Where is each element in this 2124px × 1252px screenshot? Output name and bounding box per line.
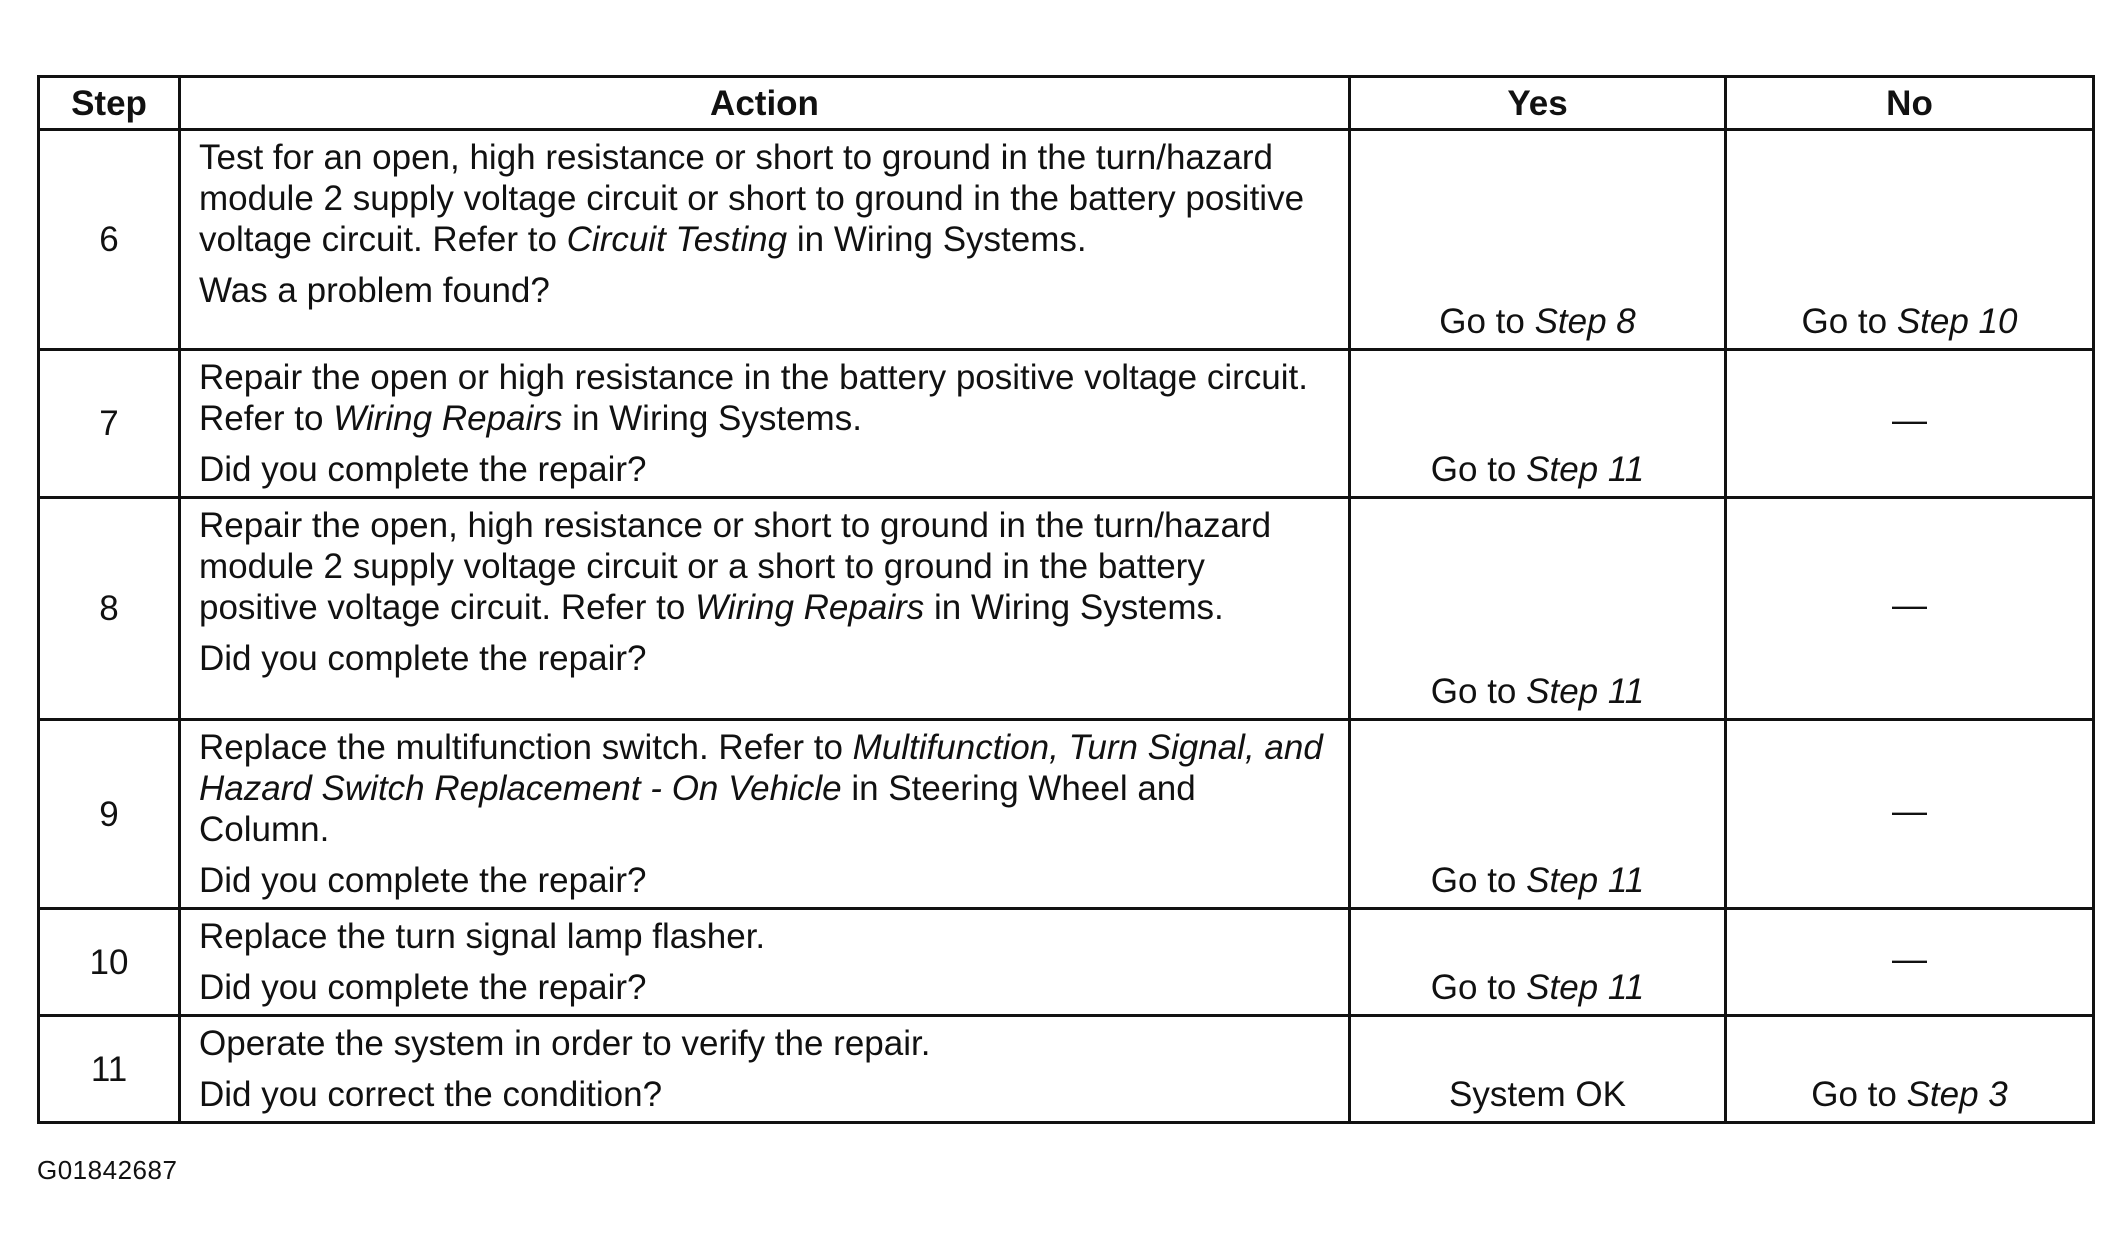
- yes-result-text: Go to: [1430, 861, 1527, 900]
- table-row: [39, 350, 2094, 498]
- action-text-segment: in Wiring Systems.: [924, 588, 1224, 627]
- step-reference: Step 11: [1526, 968, 1645, 1007]
- action-question: Did you complete the repair?: [199, 861, 647, 900]
- action-text-segment: in Steering Wheel and Column.: [199, 769, 1196, 849]
- no-result-text: —: [1892, 401, 1927, 440]
- step-number: 10: [39, 909, 180, 1016]
- header-yes: Yes: [1350, 77, 1726, 130]
- action-question: Did you correct the condition?: [199, 1075, 663, 1114]
- action-text-segment: Operate the system in order to verify the repair.: [199, 1024, 931, 1063]
- yes-result: [1350, 498, 1726, 720]
- action-text-segment: Replace the turn signal lamp flasher.: [199, 917, 766, 956]
- action-text-segment: in Wiring Systems.: [787, 220, 1087, 259]
- step-number: 11: [39, 1016, 180, 1123]
- no-result-text: —: [1892, 586, 1927, 625]
- action-question: Was a problem found?: [199, 271, 550, 310]
- step-number: 8: [39, 498, 180, 720]
- yes-result: [1350, 720, 1726, 909]
- step-number: 6: [39, 130, 180, 350]
- no-result: [1726, 130, 2094, 350]
- yes-result-text: Go to: [1430, 672, 1527, 711]
- no-result: [1726, 1016, 2094, 1123]
- yes-result-text: System OK: [1449, 1075, 1626, 1114]
- diagnostic-table: [37, 75, 2095, 1124]
- no-result-text: —: [1892, 939, 1927, 979]
- action-text: [199, 1023, 1332, 1064]
- action-cell: [180, 130, 1350, 350]
- reference-link-text: Wiring Repairs: [695, 588, 925, 627]
- header-row: [39, 77, 2094, 130]
- action-text: [199, 357, 1332, 439]
- action-cell: [180, 498, 1350, 720]
- action-question: Did you complete the repair?: [199, 968, 647, 1007]
- action-cell: [180, 1016, 1350, 1123]
- header-no: No: [1726, 77, 2094, 130]
- step-number: 7: [39, 350, 180, 498]
- action-question: Did you complete the repair?: [199, 450, 647, 489]
- reference-link-text: Circuit Testing: [566, 220, 788, 259]
- no-result-text: Go to: [1801, 302, 1897, 341]
- yes-result-text: Go to: [1439, 302, 1535, 341]
- action-text: [199, 727, 1332, 850]
- step-reference: Step 11: [1526, 861, 1645, 900]
- yes-result: [1350, 909, 1726, 1016]
- table-row: [39, 1016, 2094, 1123]
- no-result-text: Go to: [1811, 1075, 1907, 1114]
- table-row: [39, 130, 2094, 350]
- action-question: Did you complete the repair?: [199, 639, 647, 678]
- action-cell: [180, 720, 1350, 909]
- header-action: Action: [180, 77, 1350, 130]
- no-result: [1726, 498, 2094, 720]
- action-text-segment: Test for an open, high resistance or short to ground in the turn/hazard module 2 supply voltage circuit or short to ground in the battery positive voltage circuit. Refer to: [199, 138, 1305, 259]
- action-text: [199, 137, 1332, 260]
- action-text-segment: Repair the open, high resistance or short to ground in the turn/hazard module 2 supply voltage circuit or a short to ground in the battery positive voltage circuit. Refer to: [199, 506, 1272, 627]
- yes-result: [1350, 130, 1726, 350]
- yes-result-text: Go to: [1430, 968, 1527, 1007]
- action-cell: [180, 350, 1350, 498]
- action-cell: [180, 909, 1350, 1016]
- step-reference: Step 11: [1526, 672, 1645, 711]
- table-row: [39, 720, 2094, 909]
- step-reference: Step 8: [1534, 302, 1636, 341]
- action-text: [199, 505, 1332, 628]
- action-text-segment: in Wiring Systems.: [562, 399, 862, 438]
- step-reference: Step 11: [1526, 450, 1645, 489]
- reference-link-text: Wiring Repairs: [333, 399, 563, 438]
- header-step: Step: [39, 77, 180, 130]
- action-text-segment: Repair the open or high resistance in the battery positive voltage circuit. Refer to: [199, 358, 1308, 438]
- step-reference: Step 3: [1906, 1075, 2008, 1114]
- action-text-segment: Replace the multifunction switch. Refer to: [199, 728, 853, 767]
- yes-result-text: Go to: [1430, 450, 1527, 489]
- table-row: [39, 498, 2094, 720]
- action-text: [199, 916, 1332, 957]
- yes-result: [1350, 350, 1726, 498]
- step-number: 9: [39, 720, 180, 909]
- table-row: [39, 909, 2094, 1016]
- table-body: [39, 130, 2094, 1123]
- step-reference: Step 10: [1896, 302, 2018, 341]
- no-result: [1726, 909, 2094, 1016]
- no-result: [1726, 720, 2094, 909]
- yes-result: [1350, 1016, 1726, 1123]
- figure-id: G01842687: [37, 1155, 178, 1185]
- no-result: [1726, 350, 2094, 498]
- reference-link-text: Multifunction, Turn Signal, and Hazard Switch Replacement - On Vehicle: [199, 728, 1323, 808]
- no-result-text: —: [1892, 791, 1927, 831]
